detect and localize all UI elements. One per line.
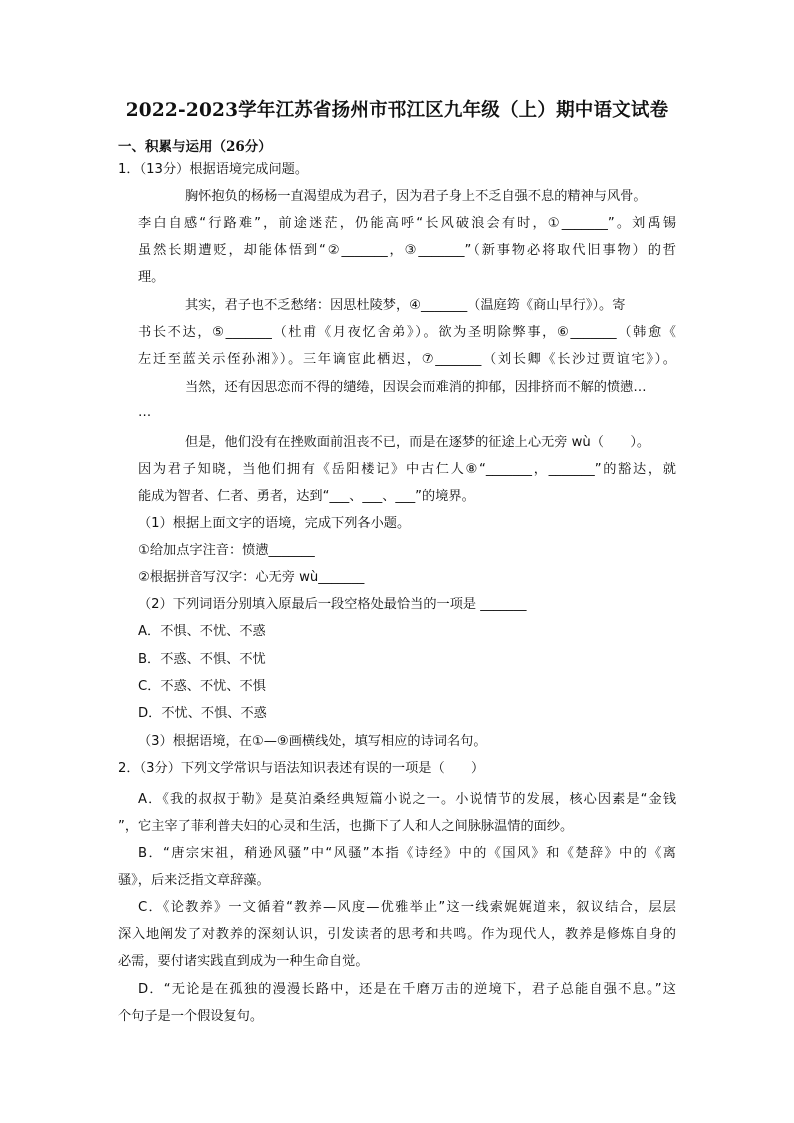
sub-question-item: ②根据拼音写汉字：心无旁 wù_______ [138, 570, 365, 585]
sub-question: （1）根据上面文字的语境，完成下列各小题。 [138, 516, 411, 531]
passage-line: 胸怀抱负的杨杨一直渴望成为君子，因为君子身上不乏自强不息的精神与风骨。 [185, 189, 647, 204]
option-text: 必需，要付诸实践直到成为一种生命自觉。 [118, 954, 369, 969]
option-b: B．不惑、不惧、不忧 [138, 652, 266, 667]
passage-line: 当然，还有因思恋而不得的缱绻，因误会而难消的抑郁，因排挤而不解的愤懑… [185, 380, 647, 395]
option-b: B．“唐宗宋祖，稍逊风骚”中“风骚”本指《诗经》中的《国风》和《楚辞》中的《离 [138, 846, 676, 861]
passage-line: 虽然长期遭贬，却能体悟到“②_______，③_______”（新事物必将取代旧事物）的哲 [138, 243, 676, 258]
passage-line: 但是，他们没有在挫败面前沮丧不已，而是在逐梦的征途上心无旁 wù（ ）。 [185, 435, 651, 450]
passage-line: 理。 [138, 270, 165, 285]
question-2-stem: 2．（3分）下列文学常识与语法知识表述有误的一项是（ ） [118, 761, 485, 776]
section-heading: 一、积累与运用（26分） [118, 139, 272, 155]
passage-line: 李白自感“行路难”，前途迷茫，仍能高呼“长风破浪会有时，①_______”。刘禹锡 [138, 216, 676, 231]
exam-title: 2022-2023学年江苏省扬州市邗江区九年级（上）期中语文试卷 [125, 100, 669, 121]
option-text: ”，它主宰了菲利普夫妇的心灵和生活，也撕下了人和人之间脉脉温情的面纱。 [118, 819, 574, 834]
passage-line: … [138, 405, 152, 420]
passage-line: 因为君子知晓，当他们拥有《岳阳楼记》中古仁人⑧“_______，_______”的豁达，就 [138, 462, 676, 477]
option-a: A．《我的叔叔于勒》是莫泊桑经典短篇小说之一。小说情节的发展，核心因素是“金钱 [138, 792, 676, 807]
passage-line: 书长不达，⑤_______（杜甫《月夜忆舍弟》）。欲为圣明除弊事，⑥_______（韩愈《 [138, 325, 676, 340]
option-text: 骚》，后来泛指文章辞藻。 [118, 873, 270, 888]
passage-line: 能成为智者、仁者、勇者，达到“___、___、___”的境界。 [138, 489, 475, 504]
passage-line: 其实，君子也不乏愁绪：因思杜陵梦，④_______（温庭筠《商山早行》）。寄 [185, 298, 626, 313]
option-c: C．不惑、不忧、不惧 [138, 679, 266, 694]
question-1-stem: 1．（13分）根据语境完成问题。 [118, 162, 309, 177]
option-text: 深入地阐发了对教养的深刻认识，引发读者的思考和共鸣。作为现代人，教养是修炼自身的 [118, 927, 676, 942]
option-d: D．不忧、不惧、不惑 [138, 706, 267, 721]
option-text: 个句子是一个假设复句。 [118, 1009, 264, 1024]
option-d: D．“无论是在孤独的漫漫长路中，还是在千磨万击的逆境下，君子总能自强不息。”这 [138, 982, 676, 997]
passage-line: 左迁至蓝关示侄孙湘》）。三年谪宦此栖迟，⑦_______（刘长卿《长沙过贾谊宅》）。 [138, 352, 676, 367]
sub-question: （3）根据语境，在①—⑨画横线处，填写相应的诗词名句。 [138, 734, 487, 749]
option-a: A．不惧、不忧、不惑 [138, 624, 266, 639]
sub-question: （2）下列词语分别填入原最后一段空格处最恰当的一项是 _______ [138, 597, 527, 612]
sub-question-item: ①给加点字注音：愤懑_______ [138, 543, 315, 558]
option-c: C．《论教养》一文循着“教养—风度—优雅举止”这一线索娓娓道来，叙议结合，层层 [138, 900, 676, 915]
